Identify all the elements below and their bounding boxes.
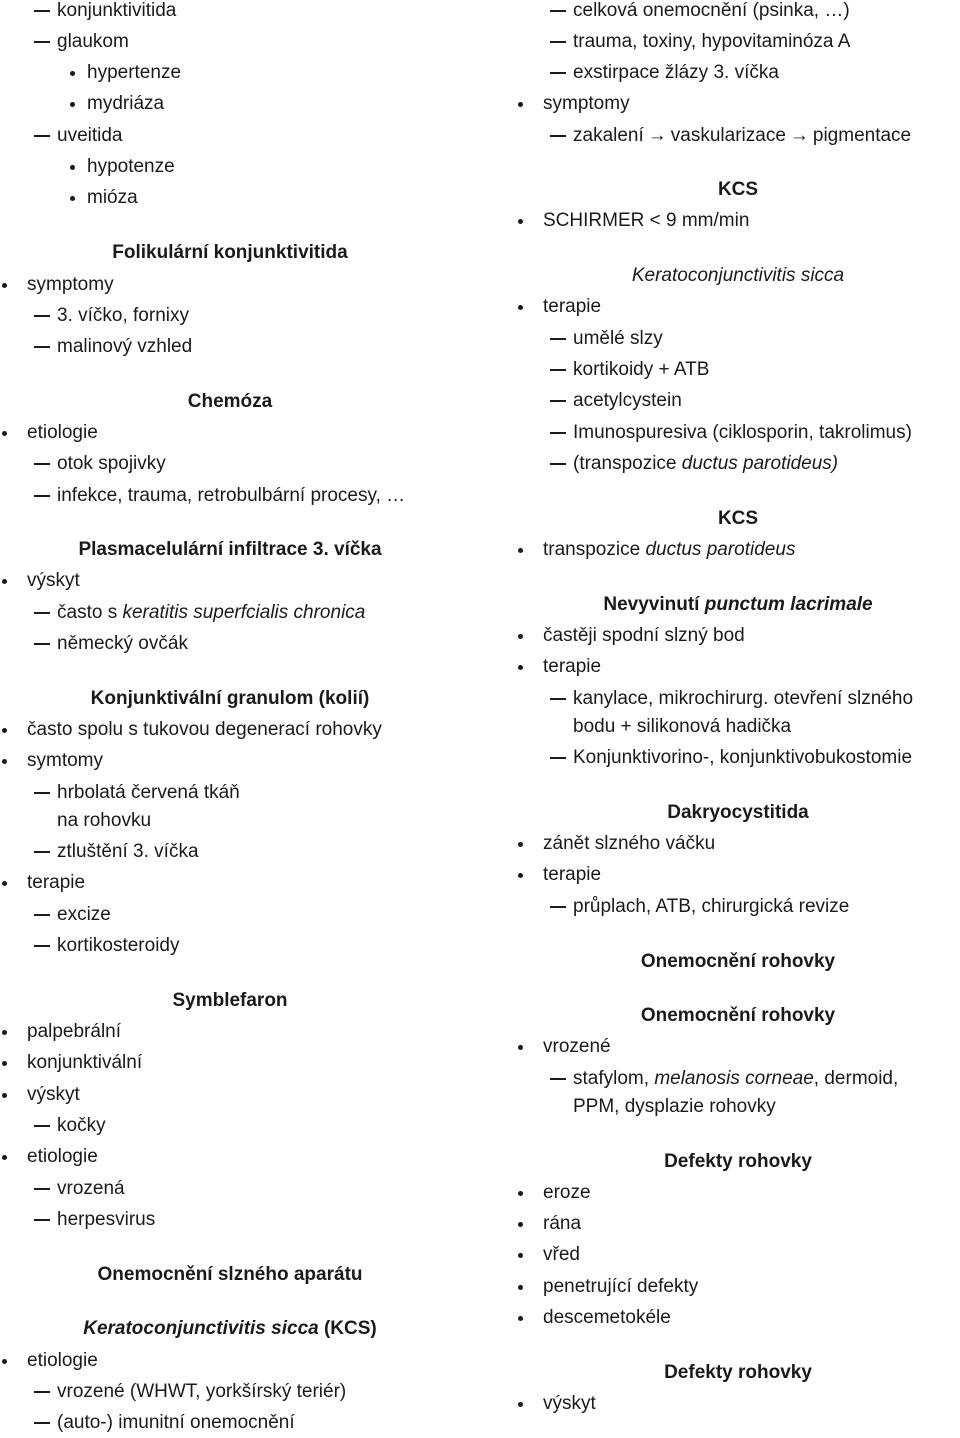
list-item: descemetokéle [516, 1307, 671, 1329]
list-item: výskyt [0, 570, 80, 592]
list-item: zakalení → vaskularizace → pigmentace [516, 125, 911, 147]
list-item: vrozená [0, 1178, 125, 1200]
list-item: kočky [0, 1115, 106, 1137]
list-item: etiologie [0, 1146, 98, 1168]
list-item: Imunospuresiva (ciklosporin, takrolimus) [516, 422, 912, 444]
list-item-continuation: PPM, dysplazie rohovky [573, 1096, 776, 1117]
arrow-right-icon: → [789, 125, 809, 146]
list-item: vrozené (WHWT, yorkšírský teriér) [0, 1381, 346, 1403]
section-heading: KCS [717, 508, 759, 529]
list-item: hypotenze [0, 156, 175, 178]
list-item: hrbolatá červená tkáň [0, 782, 240, 804]
list-item: exstirpace žlázy 3. víčka [516, 62, 779, 84]
list-item: kortikosteroidy [0, 935, 180, 957]
list-item: umělé slzy [516, 328, 663, 350]
list-item: terapie [516, 296, 601, 318]
list-item: ztluštění 3. víčka [0, 841, 199, 863]
section-heading: Onemocnění rohovky [640, 1005, 836, 1026]
list-item: symptomy [0, 274, 114, 296]
section-heading: KCS [717, 179, 759, 200]
list-item: acetylcystein [516, 390, 682, 412]
list-item: terapie [516, 864, 601, 886]
list-item: mióza [0, 187, 138, 209]
list-item: symptomy [516, 93, 630, 115]
list-item: vřed [516, 1244, 580, 1266]
list-item: etiologie [0, 422, 98, 444]
list-item: rána [516, 1213, 581, 1235]
section-heading: Konjunktivální granulom (kolií) [90, 688, 370, 709]
section-heading: Symblefaron [172, 990, 288, 1011]
list-item: zánět slzného váčku [516, 833, 715, 855]
list-item: často s keratitis superfcialis chronica [0, 602, 365, 624]
list-item: uveitida [0, 125, 123, 147]
list-item: Konjunktivorino-, konjunktivobukostomie [516, 747, 912, 769]
section-heading: Onemocnění rohovky [640, 951, 836, 972]
list-item: infekce, trauma, retrobulbární procesy, … [0, 485, 405, 507]
list-item: stafylom, melanosis corneae, dermoid, [516, 1068, 898, 1090]
list-item: kanylace, mikrochirurg. otevření slzného [516, 688, 913, 710]
list-item: glaukom [0, 31, 129, 53]
list-item: častěji spodní slzný bod [516, 625, 745, 647]
list-item: otok spojivky [0, 453, 166, 475]
section-heading: Keratoconjunctivitis sicca (KCS) [83, 1318, 377, 1339]
list-item: vrozené [516, 1036, 611, 1058]
arrow-right-icon: → [647, 125, 667, 146]
list-item: konjunktivitida [0, 0, 176, 22]
list-item: mydriáza [0, 93, 164, 115]
list-item: trauma, toxiny, hypovitaminóza A [516, 31, 850, 53]
list-item: výskyt [516, 1393, 596, 1415]
section-heading: Keratoconjunctivitis sicca [631, 265, 845, 286]
list-item: (auto-) imunitní onemocnění [0, 1412, 295, 1434]
list-item: hypertenze [0, 62, 181, 84]
section-heading: Defekty rohovky [664, 1151, 812, 1172]
list-item: herpesvirus [0, 1209, 155, 1231]
list-item: penetrující defekty [516, 1276, 698, 1298]
list-item: výskyt [0, 1084, 80, 1106]
list-item: kortikoidy + ATB [516, 359, 709, 381]
list-item: 3. víčko, fornixy [0, 305, 189, 327]
list-item: transpozice ductus parotideus [516, 539, 795, 561]
list-item: etiologie [0, 1350, 98, 1372]
list-item: malinový vzhled [0, 336, 192, 358]
list-item: celková onemocnění (psinka, …) [516, 0, 850, 22]
list-item: palpebrální [0, 1021, 121, 1043]
list-item: průplach, ATB, chirurgická revize [516, 896, 849, 918]
list-item: eroze [516, 1182, 591, 1204]
section-heading: Chemóza [187, 391, 273, 412]
list-item: německý ovčák [0, 633, 188, 655]
section-heading: Plasmacelulární infiltrace 3. víčka [78, 539, 382, 560]
list-item: SCHIRMER < 9 mm/min [516, 210, 749, 232]
section-heading: Defekty rohovky [664, 1362, 812, 1383]
list-item-continuation: na rohovku [57, 810, 152, 831]
section-heading: Nevyvinutí punctum lacrimale [603, 594, 873, 615]
section-heading: Dakryocystitida [667, 802, 809, 823]
list-item: často spolu s tukovou degenerací rohovky [0, 719, 382, 741]
list-item: terapie [516, 656, 601, 678]
list-item-continuation: bodu + silikonová hadička [573, 716, 792, 737]
section-heading: Onemocnění slzného aparátu [97, 1264, 363, 1285]
list-item: terapie [0, 872, 85, 894]
list-item: konjunktivální [0, 1052, 142, 1074]
list-item: (transpozice ductus parotideus) [516, 453, 838, 475]
list-item: symtomy [0, 750, 103, 772]
section-heading: Folikulární konjunktivitida [112, 242, 348, 263]
list-item: excize [0, 904, 111, 926]
